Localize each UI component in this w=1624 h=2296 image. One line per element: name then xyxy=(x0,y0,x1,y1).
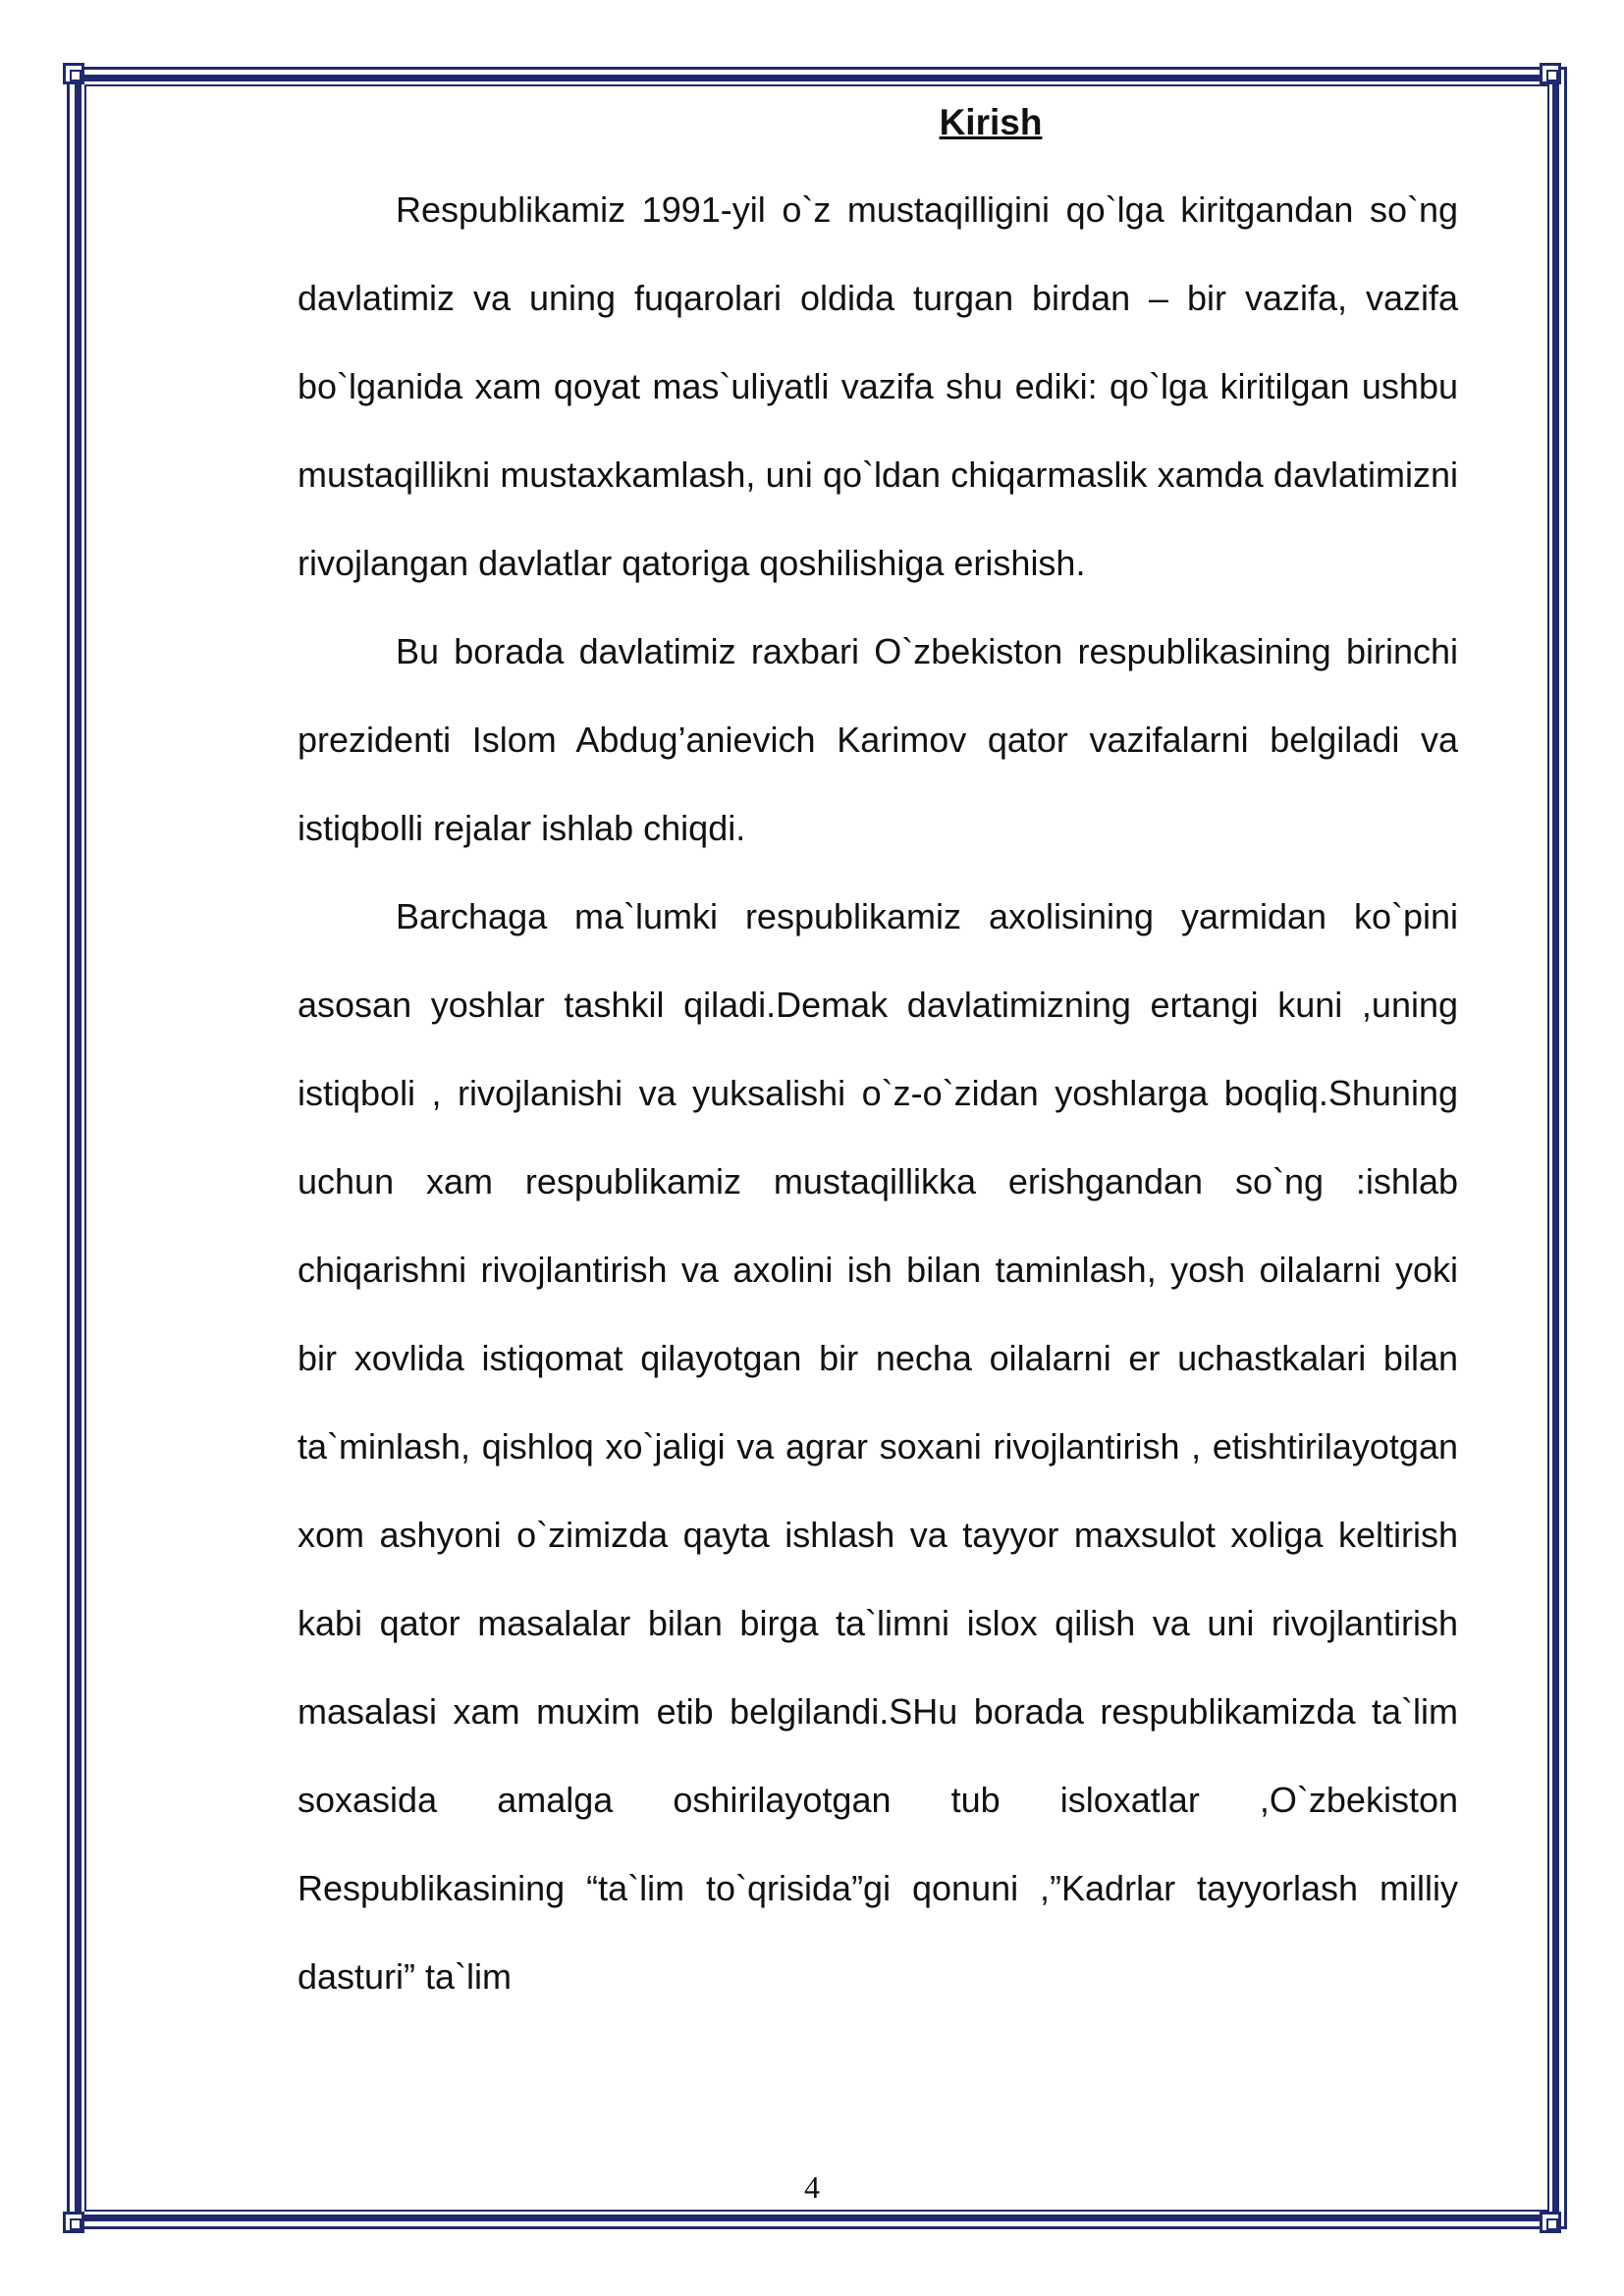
paragraph-1: Respublikamiz 1991-yil o`z mustaqilligini qo`lga kiritgandan so`ng davlatimiz va uning fuqarolari oldida turgan birdan – bir vazifa, vazifa bo`lganida xam qoyat mas`uliyatli vazifa shu ediki: qo`lga kiritilgan ushbu mustaqillikni mustaxkamlash, uni qo`ldan chiqarmaslik xamda davlatimizni rivojlangan davlatlar qatoriga qoshilishiga erishish. xyxy=(298,189,1458,583)
corner-ornament-top-right xyxy=(1540,63,1561,84)
section-heading: Kirish xyxy=(939,102,1043,142)
paragraph-3: Barchaga ma`lumki respublikamiz axolisining yarmidan ko`pini asosan yoshlar tashkil qiladi.Demak davlatimizning ertangi kuni ,uning istiqboli , rivojlanishi va yuksalishi o`z-o`zidan yoshlarga boqliq.Shuning uchun xam respublikamiz mustaqillikka erishgandan so`ng :ishlab chiqarishni rivojlantirish va axolini ish bilan taminlash, yosh oilalarni yoki bir xovlida istiqomat qilayotgan bir necha oilalarni er uchastkalari bilan ta`minlash, qishloq xo`jaligi va agrar soxani rivojlantirish , etishtirilayotgan xom ashyoni o`zimizda qayta ishlash va tayyor maxsulot xoliga keltirish kabi qator masalalar bilan birga ta`limni islox qilish va uni rivojlantirish masalasi xam muxim etib belgilandi.SHu borada respublikamizda ta`lim soxasida amalga oshirilayotgan tub isloxatlar ,O`zbekiston Respublikasining “ta`lim to`qrisida”gi qonuni ,”Kadrlar tayyorlash milliy dasturi” ta`lim xyxy=(298,896,1458,1997)
corner-ornament-bottom-right xyxy=(1540,2212,1561,2233)
page-number: 4 xyxy=(804,2169,820,2205)
paragraph-2: Bu borada davlatimiz raxbari O`zbekiston respublikasining birinchi prezidenti Islom Abdug’anievich Karimov qator vazifalarni belgiladi va istiqbolli rejalar ishlab chiqdi. xyxy=(298,631,1458,848)
document-body xyxy=(298,93,1458,2021)
corner-ornament-top-left xyxy=(63,63,84,84)
corner-ornament-bottom-left xyxy=(63,2212,84,2233)
